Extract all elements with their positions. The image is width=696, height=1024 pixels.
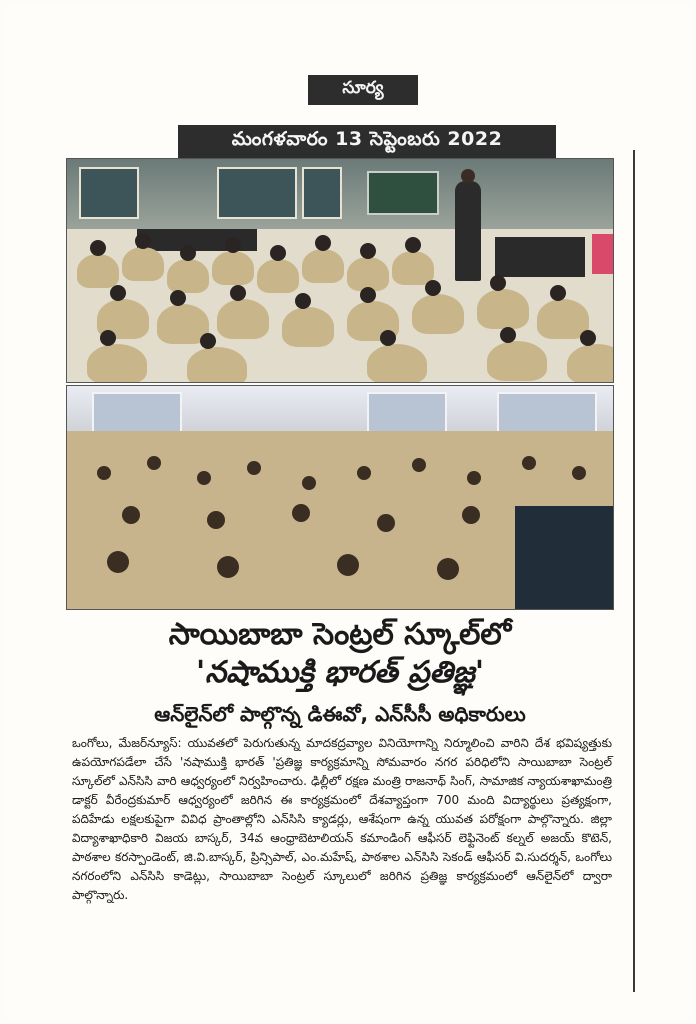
seated-cadet	[392, 251, 434, 285]
article-subheadline: ఆన్‌లైన్‌లో పాల్గొన్న డిఈవో, ఎన్‌సీసీ అధికారులు	[154, 702, 526, 726]
seated-cadet	[367, 344, 427, 383]
seated-cadet	[77, 254, 119, 288]
dark-table	[515, 506, 614, 610]
cadet-head	[147, 456, 161, 470]
seated-cadet	[187, 347, 247, 383]
hall-window	[217, 167, 297, 219]
hall-window	[302, 167, 342, 219]
article-headline-line1: సాయిబాబా సెంట్రల్ స్కూల్‌లో	[168, 617, 512, 652]
cadet-head	[412, 458, 426, 472]
cadet-head	[572, 466, 586, 480]
seated-cadet	[167, 259, 209, 293]
cadet-head	[122, 506, 140, 524]
cadet-head	[302, 476, 316, 490]
cadet-head	[437, 558, 459, 580]
seated-cadet	[477, 289, 529, 329]
side-table	[495, 237, 585, 277]
event-photo-speaker	[66, 158, 614, 383]
cadet-head	[97, 466, 111, 480]
publication-date: మంగళవారం 13 సెప్టెంబరు 2022	[178, 125, 556, 158]
seated-cadet	[567, 344, 614, 383]
newspaper-masthead: సూర్య	[308, 75, 418, 105]
cadet-head	[377, 514, 395, 532]
cadet-head	[197, 471, 211, 485]
event-photo-crowd	[66, 385, 614, 610]
cadet-head	[462, 506, 480, 524]
article-body	[72, 734, 612, 905]
seated-cadet	[212, 251, 254, 285]
hall-window	[92, 392, 182, 436]
seated-cadet	[412, 294, 464, 334]
cadet-head	[522, 456, 536, 470]
article-paragraph: ఒంగోలు, మేజర్‌న్యూస్: యువతలో పెరుగుతున్న మాదకద్రవ్యాల వినియోగాన్ని నిర్మూలించి వారిని దేశ భవిష్యత్తుకు ఉపయోగపడేలా చేసే 'నషాముక్తి భారత్ 'ప్రతిజ్ఞ కార్యక్రమాన్ని సోమవారం నగర పరిధిలోని సాయిబాబా సెంట్రల్ స్కూల్‌లో ఎన్‌సిసి వారి ఆధ్వర్యంలో నిర్వహించారు. ఢిల్లీలో రక్షణ మంత్రి రాజనాథ్ సింగ్, సామాజిక న్యాయశాఖామంత్రి డాక్టర్ వీరేంద్రకుమార్ ఆధ్వర్యంలో జరిగిన ఈ కార్యక్రమంలో దేశవ్యాప్తంగా 700 మంది విద్యార్థులు ప్రత్యక్షంగా, పదిహేడు లక్షలకుపైగా వివిధ ప్రాంతాల్లోని ఎన్‌సిసి క్యాడర్లు, ఆశేషంగా ఉన్న యువత పరోక్షంగా పాల్గొన్నారు. జిల్లా విద్యాశాఖాధికారి విజయ బాస్కర్, 34వ ఆంధ్రాబెటాలియన్ కమాండింగ్ ఆఫీసర్ లెఫ్టినెంట్ కల్నల్ అజయ్ కొటెన్, పాఠశాల కరస్పాండెంట్, జి.వి.బాస్కర్, ప్రిన్సిపాల్, ఎం.మహేష్, పాఠశాల ఎన్‌సిసి సెకండ్ ఆఫీసర్ వి.సుదర్శన్, ఒంగోలు నగరంలోని ఎన్‌సిసి కాడెట్లు, సాయిబాబా సెంట్రల్ స్కూలులో జరిగిన ప్రతిజ్ఞ కార్యక్రమంలో ఆన్‌లైన్‌లో ద్వారా పాల్గొన్నారు.	[72, 736, 612, 902]
seated-cadet	[347, 257, 389, 291]
cadet-head	[357, 466, 371, 480]
cadet-head	[207, 511, 225, 529]
seated-cadet	[122, 247, 164, 281]
cadet-head	[217, 556, 239, 578]
hall-window	[79, 167, 139, 219]
projection-screen	[367, 171, 439, 215]
cadet-head	[292, 504, 310, 522]
seated-cadet	[302, 249, 344, 283]
seated-cadet	[257, 259, 299, 293]
cadet-head	[107, 551, 129, 573]
seated-cadet	[87, 344, 147, 383]
cadet-head	[247, 461, 261, 475]
seated-cadet	[282, 307, 334, 347]
cadet-head	[467, 471, 481, 485]
cadet-head	[337, 554, 359, 576]
article-headline-line2: 'నషాముక్తి భారత్ ప్రతిజ్ఞ'	[195, 655, 485, 690]
red-chair	[592, 234, 614, 274]
seated-cadet	[487, 341, 547, 381]
hall-window	[497, 392, 597, 436]
ncc-officer-speaker	[455, 181, 481, 281]
seated-cadet	[217, 299, 269, 339]
hall-window	[367, 392, 447, 436]
